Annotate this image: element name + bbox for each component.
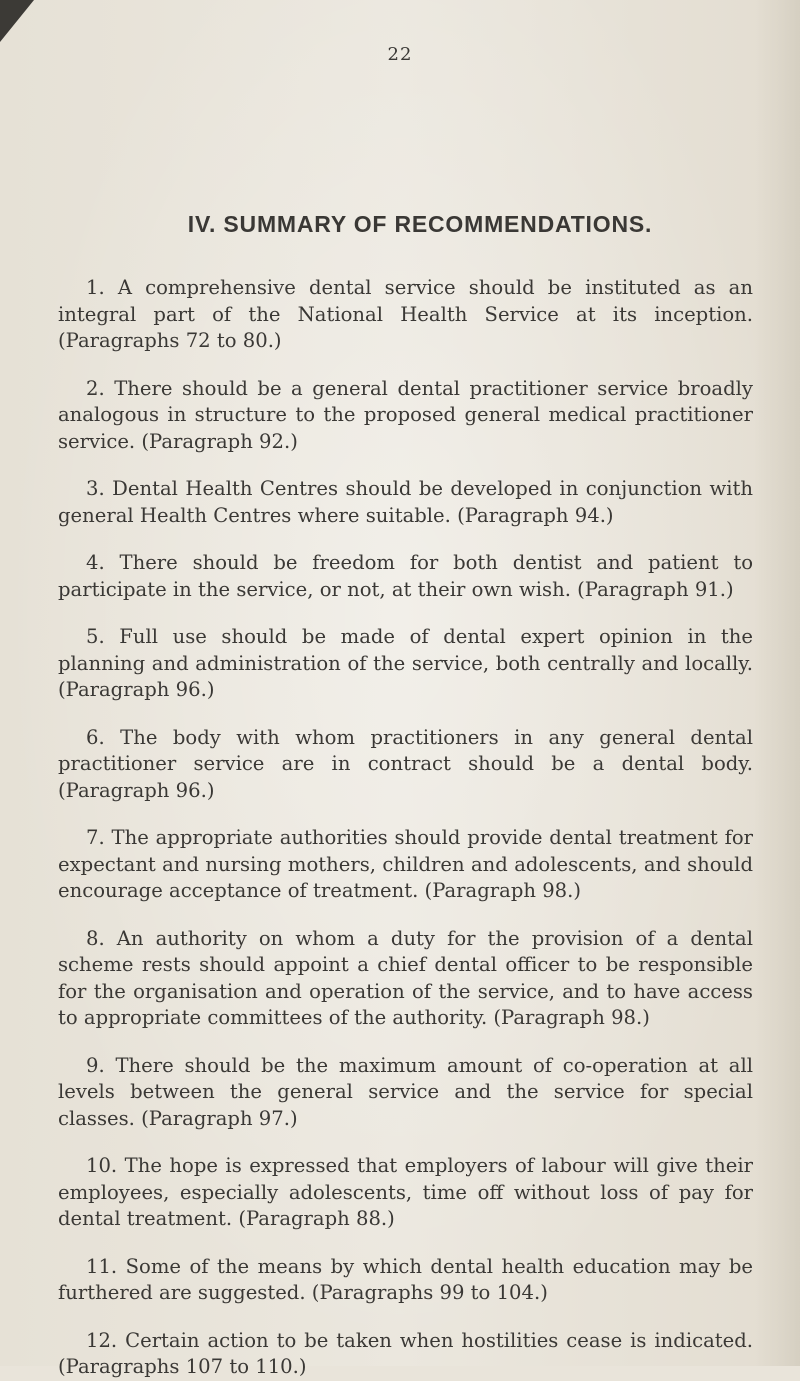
recommendation-item: 4. There should be freedom for both dentist and patient to participate in the service, or not, at their own wish. (Paragraph 91.) [58, 551, 753, 601]
section-heading: IV. SUMMARY OF RECOMMENDATIONS. [187, 211, 653, 237]
page-edge-shadow [754, 0, 800, 1366]
recommendation-item: 9. There should be the maximum amount of co-operation at all levels between the general service and the service for special classes. (Paragraph 97.) [58, 1053, 753, 1130]
page-number: 22 [387, 44, 413, 65]
corner-mark [0, 0, 34, 42]
recommendation-item: 3. Dental Health Centres should be developed in conjunction with general Health Centres where suitable. (Paragraph 94.) [58, 477, 753, 527]
recommendation-item: 1. A comprehensive dental service should be instituted as an integral part of the National Health Service at its inception. (Paragraphs 72 to 80.) [58, 276, 753, 352]
recommendation-item: 11. Some of the means by which dental health education may be furthered are suggested. (Paragraphs 99 to 104.) [58, 1254, 753, 1304]
recommendation-item: 5. Full use should be made of dental expert opinion in the planning and administration of the service, both centrally and locally. (Paragraph 96.) [58, 625, 753, 701]
recommendations-list [58, 275, 753, 1381]
recommendation-item: 8. An authority on whom a duty for the provision of a dental scheme rests should appoint a chief dental officer to be responsible for the organisation and operation of the service, and to have access to appropriate committees of the authority. (Paragraph 98.) [58, 926, 753, 1029]
recommendation-item: 10. The hope is expressed that employers of labour will give their employees, especially adolescents, time off without loss of pay for dental treatment. (Paragraph 88.) [58, 1154, 753, 1230]
recommendation-item: 12. Certain action to be taken when hostilities cease is indicated. (Paragraphs 107 to 110.) [58, 1328, 753, 1378]
recommendation-item: 7. The appropriate authorities should provide dental treatment for expectant and nursing mothers, children and adolescents, and should encourage acceptance of treatment. (Paragraph 98.) [58, 826, 753, 902]
recommendation-item: 6. The body with whom practitioners in any general dental practitioner service are in contract should be a dental body. (Paragraph 96.) [58, 725, 753, 802]
recommendation-item: 2. There should be a general dental practitioner service broadly analogous in structure to the proposed general medical practitioner service. (Paragraph 92.) [58, 376, 753, 453]
